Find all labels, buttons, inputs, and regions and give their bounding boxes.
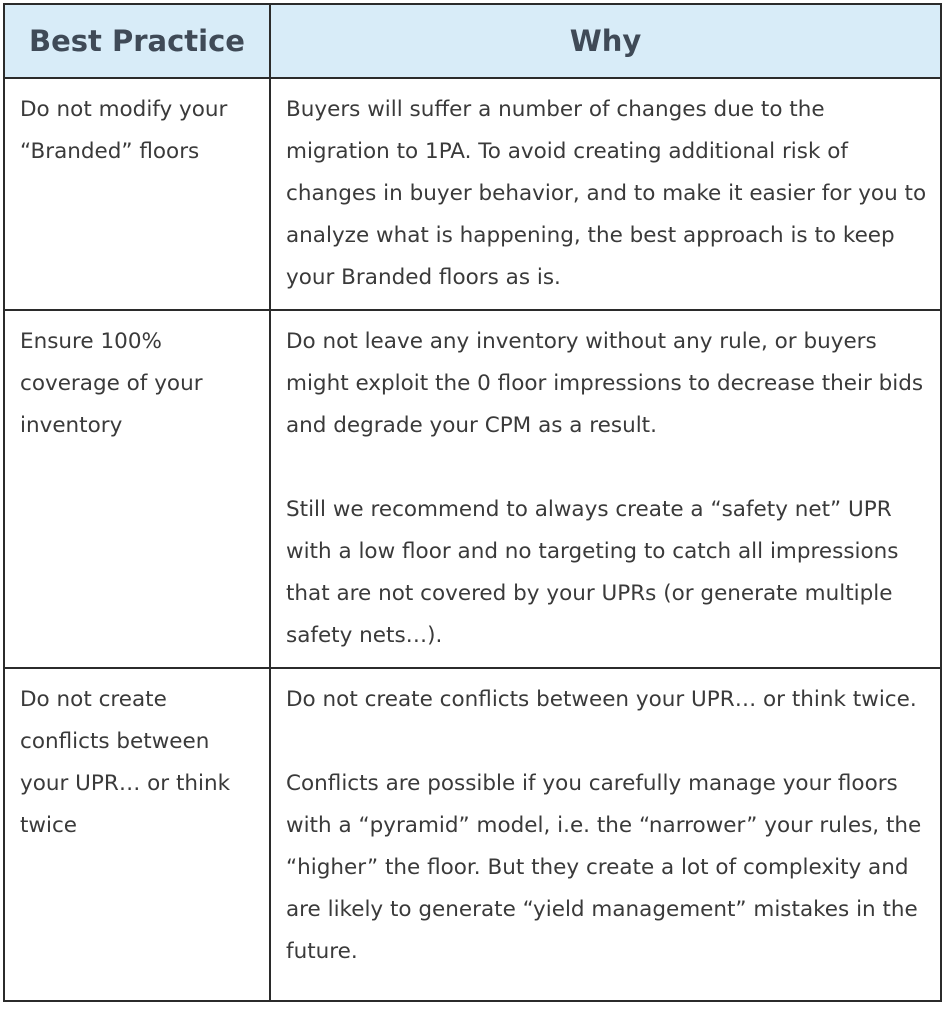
practice-text: Do not modify your “Branded” floors [20, 97, 228, 164]
table-row [4, 78, 941, 310]
why-cell [270, 78, 941, 310]
practice-cell [4, 668, 270, 1001]
practice-cell [4, 78, 270, 310]
table-row [4, 310, 941, 668]
header-why: Why [270, 4, 941, 78]
practice-text: Do not create conflicts between your UPR… or think twice [20, 687, 231, 838]
practice-cell [4, 310, 270, 668]
table-header-row [4, 4, 941, 78]
best-practices-table [3, 3, 942, 1002]
why-paragraph: Conflicts are possible if you carefully manage your floors with a “pyramid” model, i.e. the “narrower” your rules, the “higher” the floor. But they create a lot of complexity and are likely to generate “yield management” mistakes in the future. [286, 771, 922, 964]
why-paragraph: Buyers will suffer a number of changes due to the migration to 1PA. To avoid creating additional risk of changes in buyer behavior, and to make it easier for you to analyze what is happening, the best approach is to keep your Branded floors as is. [286, 97, 927, 290]
why-paragraph: Do not leave any inventory without any rule, or buyers might exploit the 0 floor impressions to decrease their bids and degrade your CPM as a result. [286, 329, 924, 438]
why-paragraph: Do not create conflicts between your UPR… or think twice. [286, 687, 917, 712]
why-cell [270, 668, 941, 1001]
why-cell [270, 310, 941, 668]
header-best-practice: Best Practice [4, 4, 270, 78]
why-paragraph: Still we recommend to always create a “safety net” UPR with a low floor and no targeting to catch all impressions that are not covered by your UPRs (or generate multiple safety nets…). [286, 497, 899, 648]
table-row [4, 668, 941, 1001]
practice-text: Ensure 100% coverage of your inventory [20, 329, 203, 438]
